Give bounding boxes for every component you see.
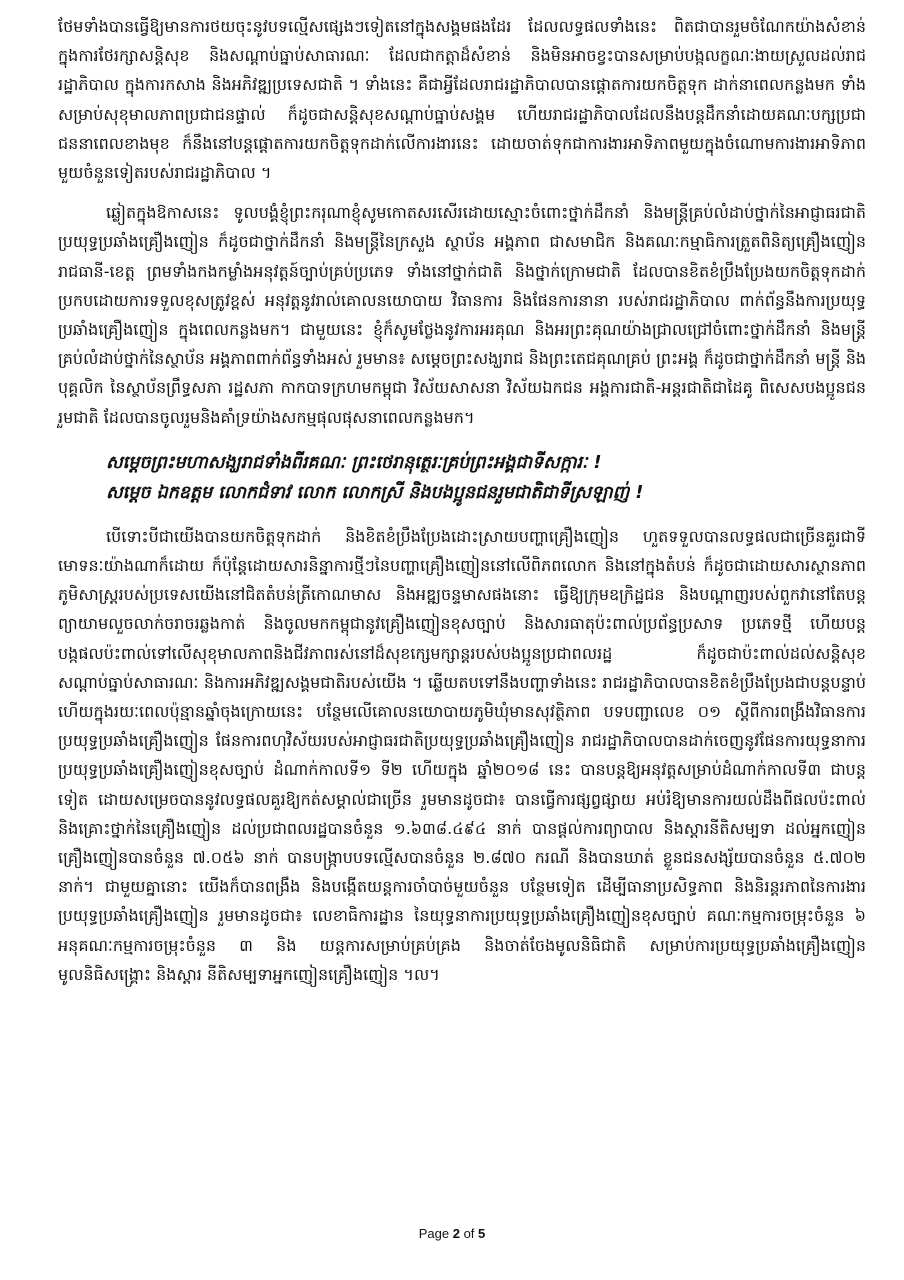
salutation-line-1: សម្តេចព្រះមហាសង្ឃរាជទាំងពីរគណៈ ព្រះថេរានុត្ថេរៈគ្រប់ព្រះអង្គជាទីសក្ការៈ ! [106,452,602,473]
body-paragraph-3: បើទោះបីជាយើងបានយកចិត្តទុកដាក់ និងខិតខំប្រឹងប្រែងដោះស្រាយបញ្ហាគ្រឿងញៀន ហួតទទួលបានលទ្ធផលជាច្រើនគួរជាទីមោទនៈយ៉ាងណាក៏ដោយ ក៏ប៉ុន្តែដោយសារនិន្នាការថ្មីៗនៃបញ្ហាគ្រឿងញៀននៅលើពិភពលោក និងនៅក្នុងតំបន់ ក៏ដូចជាដោយសារស្ថានភាពភូមិសាស្ត្ររបស់ប្រទេសយើងនៅជិតតំបន់ត្រីកោណមាស និងអឌ្ឍចន្ទមាសផងនោះ ធ្វើឱ្យក្រុមឧក្រិដ្ឋជន និងបណ្តាញរបស់ពួកវានៅតែបន្តព្យាយាមលួចលាក់ចរាចរឆ្លងកាត់ និងចូលមកកម្ពុជានូវគ្រឿងញៀនខុសច្បាប់ និងសារធាតុប៉ះពាល់ប្រព័ន្ធប្រសាទ ប្រភេទថ្មី ហើយបន្តបង្កផលប៉ះពាល់ទៅលើសុខុមាលភាពនិងជីវភាពរស់នៅដ៏សុខក្សេមក្សាន្តរបស់បងប្អូនប្រជាពលរដ្ឋ ក៏ដូចជាប៉ះពាល់ដល់សន្តិសុខ សណ្តាប់ធ្នាប់សាធារណៈ និងការអភិវឌ្ឍសង្គមជាតិរបស់យើង ។ ឆ្លើយតបទៅនឹងបញ្ហាទាំងនេះ រាជរដ្ឋាភិបាលបានខិតខំប្រឹងប្រែងជាបន្តបន្ទាប់ ហើយក្នុងរយៈពេលប៉ុន្មានឆ្នាំចុងក្រោយនេះ បន្ថែមលើគោលនយោបាយភូមិឃុំមានសុវត្ថិភាព បទបញ្ជាលេខ ០១ ស្តីពីការពង្រឹងវិធានការប្រយុទ្ធប្រឆាំងគ្រឿងញៀន ផែនការពហុវិស័យរបស់អាជ្ញាធរជាតិប្រយុទ្ធប្រឆាំងគ្រឿងញៀន រាជរដ្ឋាភិបាលបានដាក់ចេញនូវផែនការយុទ្ធនាការប្រយុទ្ធប្រឆាំងគ្រឿងញៀនខុសច្បាប់ ដំណាក់កាលទី១ ទី២ ហើយក្នុង ឆ្នាំ២០១៨ នេះ បានបន្តឱ្យអនុវត្តសម្រាប់ដំណាក់កាលទី៣ ជាបន្តទៀត ដោយសម្រេចបាននូវលទ្ធផលគួរឱ្យកត់សម្គាល់ជាច្រើន រួមមានដូចជា៖ បានធ្វើការផ្សព្វផ្សាយ អប់រំឱ្យមានការយល់ដឹងពីផលប៉ះពាល់ និងគ្រោះថ្នាក់នៃគ្រឿងញៀន ដល់ប្រជាពលរដ្ឋបានចំនួន ១.៦៣៨.៤៩៤ នាក់ បានផ្តល់ការព្យាបាល និងស្តារនីតិសម្បទា ដល់អ្នកញៀនគ្រឿងញៀនបានចំនួន ៧.០៥៦ នាក់ បានបង្ក្រាបបទល្មើសបានចំនួន ២.៨៧០ ករណី និងបានឃាត់ ខ្លួនជនសង្ស័យបានចំនួន ៥.៧០២ នាក់។ ជាមួយគ្នានោះ យើងក៏បានពង្រឹង និងបង្កើតយន្តការចាំបាច់មួយចំនួន បន្ថែមទៀត ដើម្បីធានាប្រសិទ្ធភាព និងនិរន្តរភាពនៃការងារប្រយុទ្ធប្រឆាំងគ្រឿងញៀន រួមមានដូចជា៖ លេខាធិការដ្ឋាន នៃយុទ្ធនាការប្រយុទ្ធប្រឆាំងគ្រឿងញៀនខុសច្បាប់ គណៈកម្មការចម្រុះចំនួន ៦ អនុគណៈកម្មការចម្រុះចំនួន ៣ និង យន្តការសម្រាប់គ្រប់គ្រង និងចាត់ចែងមូលនិធិជាតិ សម្រាប់ការប្រយុទ្ធប្រឆាំងគ្រឿងញៀន មូលនិធិសង្គ្រោះ និងស្តារ នីតិសម្បទាអ្នកញៀនគ្រឿងញៀន ។ល។ [58,526,866,984]
page-footer [0,1226,904,1241]
current-page-number: 2 [452,1226,460,1241]
salutation-block [58,448,866,508]
document-page [58,12,866,989]
page-label: Page [418,1226,453,1241]
page-separator: of [459,1226,479,1241]
salutation-line-2: សម្តេច ឯកឧត្តម លោកជំទាវ លោក លោកស្រី និងបងប្អូនជនរួមជាតិជាទីស្រឡាញ់ ! [106,482,644,503]
body-paragraph-2: ឆ្លៀតក្នុងឱកាសនេះ ទូលបង្គំខ្ញុំព្រះករុណាខ្ញុំសូមកោតសរសើរដោយស្មោះចំពោះថ្នាក់ដឹកនាំ និងមន្ត្រីគ្រប់លំដាប់ថ្នាក់នៃអាជ្ញាធរជាតិប្រយុទ្ធប្រឆាំងគ្រឿងញៀន ក៏ដូចជាថ្នាក់ដឹកនាំ និងមន្ត្រីនៃក្រសួង ស្ថាប័ន អង្គភាព ជាសមាជិក និងគណៈកម្មាធិការត្រួតពិនិត្យគ្រឿងញៀនរាជធានី-ខេត្ត ព្រមទាំងកងកម្លាំងអនុវត្តន៍ច្បាប់គ្រប់ប្រភេទ ទាំងនៅថ្នាក់ជាតិ និងថ្នាក់ក្រោមជាតិ ដែលបានខិតខំប្រឹងប្រែងយកចិត្តទុកដាក់ប្រកបដោយការទទួលខុសត្រូវខ្ពស់ អនុវត្តនូវរាល់គោលនយោបាយ វិធានការ និងផែនការនានា របស់រាជរដ្ឋាភិបាល ពាក់ព័ន្ធនឹងការប្រយុទ្ធប្រឆាំងគ្រឿងញៀន ក្នុងពេលកន្លងមក។ ជាមួយនេះ ខ្ញុំក៏សូមថ្លែងនូវការអរគុណ និងអរព្រះគុណយ៉ាងជ្រាលជ្រៅចំពោះថ្នាក់ដឹកនាំ និងមន្ត្រីគ្រប់លំដាប់ថ្នាក់នៃស្ថាប័ន អង្គភាពពាក់ព័ន្ធទាំងអស់ រួមមាន៖ សម្តេចព្រះសង្ឃរាជ និងព្រះតេជគុណគ្រប់ ព្រះអង្គ ក៏ដូចជាថ្នាក់ដឹកនាំ មន្ត្រី និងបុគ្គលិក នៃស្ថាប័នព្រឹទ្ធសភា រដ្ឋសភា កាកបាទក្រហមកម្ពុជា វិស័យសាសនា វិស័យឯកជន អង្គការជាតិ-អន្តរជាតិជាដៃគូ ពិសេសបងប្អូនជនរួមជាតិ ដែលបានចូលរួមនិងគាំទ្រយ៉ាងសកម្មផុលផុសនាពេលកន្លងមក។ [58,203,866,427]
body-paragraph-1: ថែមទាំងបានធ្វើឱ្យមានការថយចុះនូវបទល្មើសផ្សេងៗទៀតនៅក្នុងសង្គមផងដែរ ដែលលទ្ធផលទាំងនេះ ពិតជាបានរួមចំណែកយ៉ាងសំខាន់ ក្នុងការថែរក្សាសន្តិសុខ និងសណ្តាប់ធ្នាប់សាធារណៈ ដែលជាកត្តាដ៏សំខាន់ និងមិនអាចខ្វះបានសម្រាប់បង្កលក្ខណៈងាយស្រួលដល់រាជរដ្ឋាភិបាល ក្នុងការកសាង និងអភិវឌ្ឍប្រទេសជាតិ ។ ទាំងនេះ គឺជាអ្វីដែលរាជរដ្ឋាភិបាលបានផ្តោតការយកចិត្តទុក ដាក់នាពេលកន្លងមក ទាំងសម្រាប់សុខុមាលភាពប្រជាជនផ្ទាល់ ក៏ដូចជាសន្តិសុខសណ្តាប់ធ្នាប់សង្គម ហើយរាជរដ្ឋាភិបាលដែលនឹងបន្តដឹកនាំដោយគណៈបក្សប្រជាជននាពេលខាងមុខ ក៏នឹងនៅបន្តផ្តោតការយកចិត្តទុកដាក់លើការងារនេះ ដោយចាត់ទុកជាការងារអាទិភាពមួយក្នុងចំណោមការងារអាទិភាពមួយចំនួនទៀតរបស់រាជរដ្ឋាភិបាល ។ [58,17,866,183]
total-pages-number: 5 [478,1226,486,1241]
